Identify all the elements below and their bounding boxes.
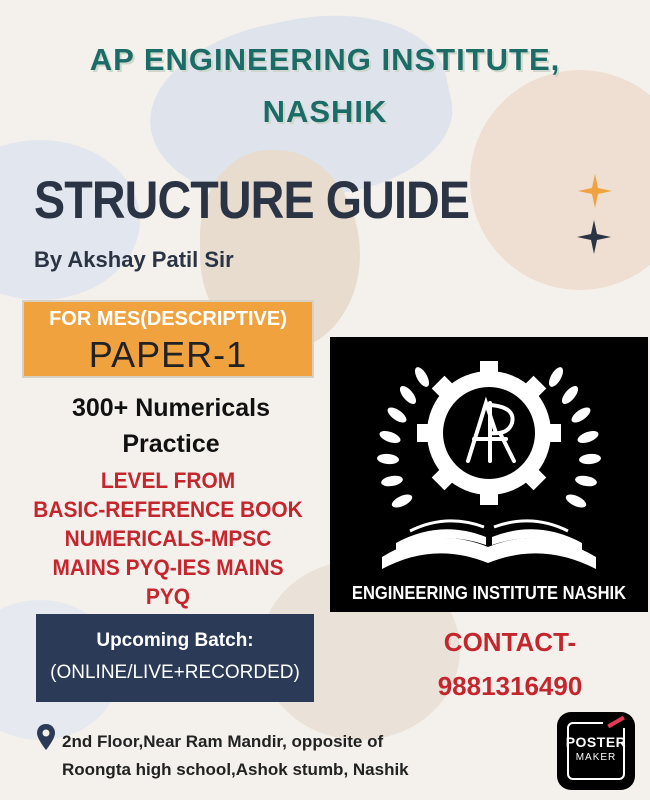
institute-logo-panel [330, 337, 648, 612]
level-line: LEVEL FROM [100, 468, 236, 493]
level-line: NUMERICALS-MPSC [64, 526, 272, 551]
practice-text [22, 390, 320, 462]
exam-label: FOR MES(DESCRIPTIVE) [49, 308, 287, 330]
poster-maker-watermark [557, 712, 635, 790]
practice-line1: 300+ Numericals [71, 394, 271, 422]
address-line1: 2nd Floor,Near Ram Mandir, opposite of [62, 732, 384, 751]
watermark-line1: POSTER [565, 734, 627, 750]
author-byline: By Akshay Patil Sir [34, 247, 234, 272]
watermark-line2: MAKER [575, 752, 617, 763]
paper-label: PAPER-1 [88, 334, 248, 375]
logo-caption: ENGINEERING INSTITUTE NASHIK [351, 583, 627, 603]
map-pin-icon [36, 724, 56, 750]
upcoming-batch-box [36, 614, 314, 702]
contact-phone[interactable]: 9881316490 [437, 671, 583, 701]
orange-sparkle-icon [578, 174, 612, 208]
level-line: BASIC-REFERENCE BOOK [33, 497, 303, 522]
contact-block [400, 620, 620, 708]
institute-title [0, 34, 650, 138]
navy-sparkle-icon [577, 220, 611, 254]
level-line: MAINS PYQ-IES MAINS [52, 555, 284, 580]
practice-line2: Practice [122, 430, 220, 458]
batch-title: Upcoming Batch: [96, 630, 254, 651]
level-line: PYQ [145, 584, 191, 609]
batch-mode: (ONLINE/LIVE+RECORDED) [50, 662, 300, 683]
contact-label: CONTACT- [443, 627, 577, 657]
address-block [62, 728, 502, 784]
institute-title-line2: NASHIK [262, 94, 388, 129]
level-description [26, 466, 311, 611]
institute-title-line1: AP ENGINEERING INSTITUTE, [89, 42, 561, 77]
guide-title: STRUCTURE GUIDE [34, 171, 470, 230]
watermark-frame [567, 722, 625, 780]
address-line2: Roongta high school,Ashok stumb, Nashik [62, 760, 409, 779]
institute-emblem-icon [330, 337, 648, 583]
paper-box [22, 300, 314, 378]
